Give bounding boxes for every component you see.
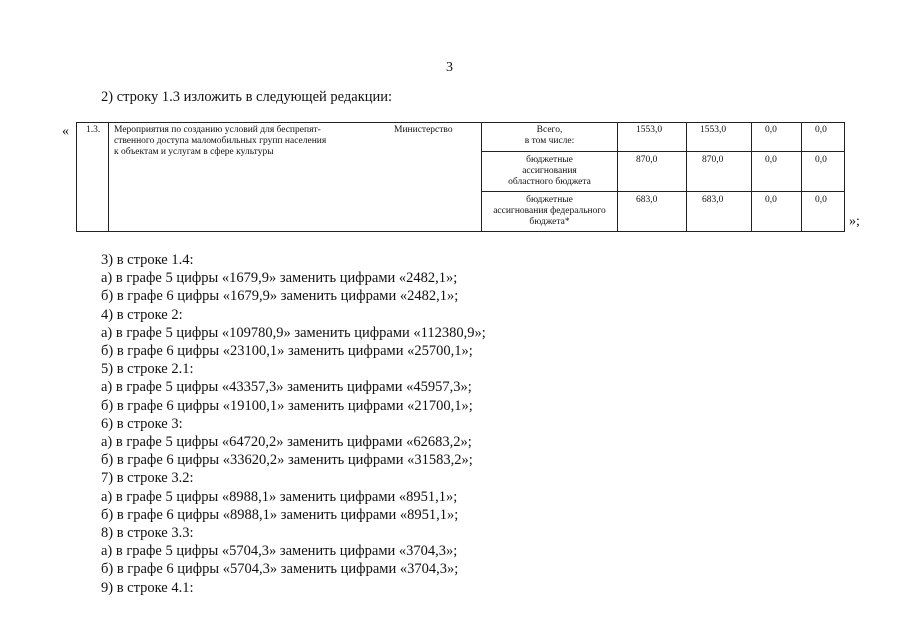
table-line (76, 231, 845, 232)
event-line: к объектам и услугам в сфере культуры (114, 147, 274, 157)
funding-label (482, 155, 617, 188)
funding-label-line: бюджетные (526, 155, 573, 165)
amendment-line: 6) в строке 3: (101, 415, 183, 432)
funding-label-line: ассигнования федерального (493, 206, 606, 216)
quote-open: « (62, 124, 69, 139)
row-event (114, 125, 379, 158)
amendment-line: а) в графе 5 цифры «109780,9» заменить цифрами «112380,9»; (101, 324, 486, 341)
amendment-line: 4) в строке 2: (101, 306, 183, 323)
funding-value: 0,0 (765, 125, 777, 135)
table-line (686, 122, 687, 232)
intro-text: 2) строку 1.3 изложить в следующей редакции: (101, 89, 393, 105)
event-line: Мероприятия по созданию условий для беспрепят- (114, 125, 321, 135)
table-line (76, 122, 77, 232)
funding-value: 683,0 (702, 195, 724, 205)
funding-value: 0,0 (765, 195, 777, 205)
table-line (617, 122, 618, 232)
funding-value: 1553,0 (700, 125, 727, 135)
funding-value: 870,0 (636, 155, 658, 165)
funding-value: 0,0 (765, 155, 777, 165)
table-line (481, 151, 845, 152)
amendment-line: а) в графе 5 цифры «8988,1» заменить цифрами «8951,1»; (101, 488, 458, 505)
funding-value: 0,0 (815, 125, 827, 135)
amendment-line: 8) в строке 3.3: (101, 525, 194, 542)
funding-label-line: в том числе: (524, 136, 575, 146)
row-number: 1.3. (86, 125, 101, 135)
event-line: ственного доступа маломобильных групп населения (114, 136, 327, 146)
funding-value: 1553,0 (636, 125, 663, 135)
amendment-line: б) в графе 6 цифры «1679,9» заменить цифрами «2482,1»; (101, 288, 459, 305)
amendment-line: 9) в строке 4.1: (101, 579, 194, 596)
funding-label-line: Всего, (536, 125, 563, 135)
funding-label-line: бюджетные (526, 195, 573, 205)
table-line (481, 191, 845, 192)
row-executor: Министерство (394, 125, 453, 135)
amendment-line: 5) в строке 2.1: (101, 361, 194, 378)
table-line (751, 122, 752, 232)
amendments-list (101, 251, 486, 597)
table-line (844, 122, 845, 232)
amendment-line: а) в графе 5 цифры «1679,9» заменить цифрами «2482,1»; (101, 270, 458, 287)
quote-close: »; (849, 214, 860, 229)
amendment-line: 3) в строке 1.4: (101, 252, 194, 268)
amendment-line: а) в графе 5 цифры «43357,3» заменить цифрами «45957,3»; (101, 379, 472, 396)
table-line (801, 122, 802, 232)
table-line (76, 122, 845, 123)
amendment-line: б) в графе 6 цифры «19100,1» заменить цифрами «21700,1»; (101, 397, 473, 414)
amendment-line: б) в графе 6 цифры «8988,1» заменить цифрами «8951,1»; (101, 506, 459, 523)
table-line (108, 122, 109, 232)
funding-label-line: областного бюджета (508, 177, 591, 187)
funding-value: 0,0 (815, 155, 827, 165)
amendment-line: б) в графе 6 цифры «33620,2» заменить цифрами «31583,2»; (101, 452, 473, 469)
amendment-line: а) в графе 5 цифры «5704,3» заменить цифрами «3704,3»; (101, 543, 458, 560)
funding-label-line: бюджета* (529, 217, 570, 227)
amendment-line: б) в графе 6 цифры «23100,1» заменить цифрами «25700,1»; (101, 343, 473, 360)
funding-value: 870,0 (702, 155, 724, 165)
funding-value: 0,0 (815, 195, 827, 205)
funding-label (482, 125, 617, 147)
amendment-line: а) в графе 5 цифры «64720,2» заменить цифрами «62683,2»; (101, 434, 472, 451)
page-number: 3 (446, 60, 453, 75)
amendment-line: 7) в строке 3.2: (101, 470, 194, 487)
funding-value: 683,0 (636, 195, 658, 205)
funding-label-line: ассигнования (522, 166, 577, 176)
amendment-line: б) в графе 6 цифры «5704,3» заменить цифрами «3704,3»; (101, 561, 459, 578)
funding-label (482, 195, 617, 228)
